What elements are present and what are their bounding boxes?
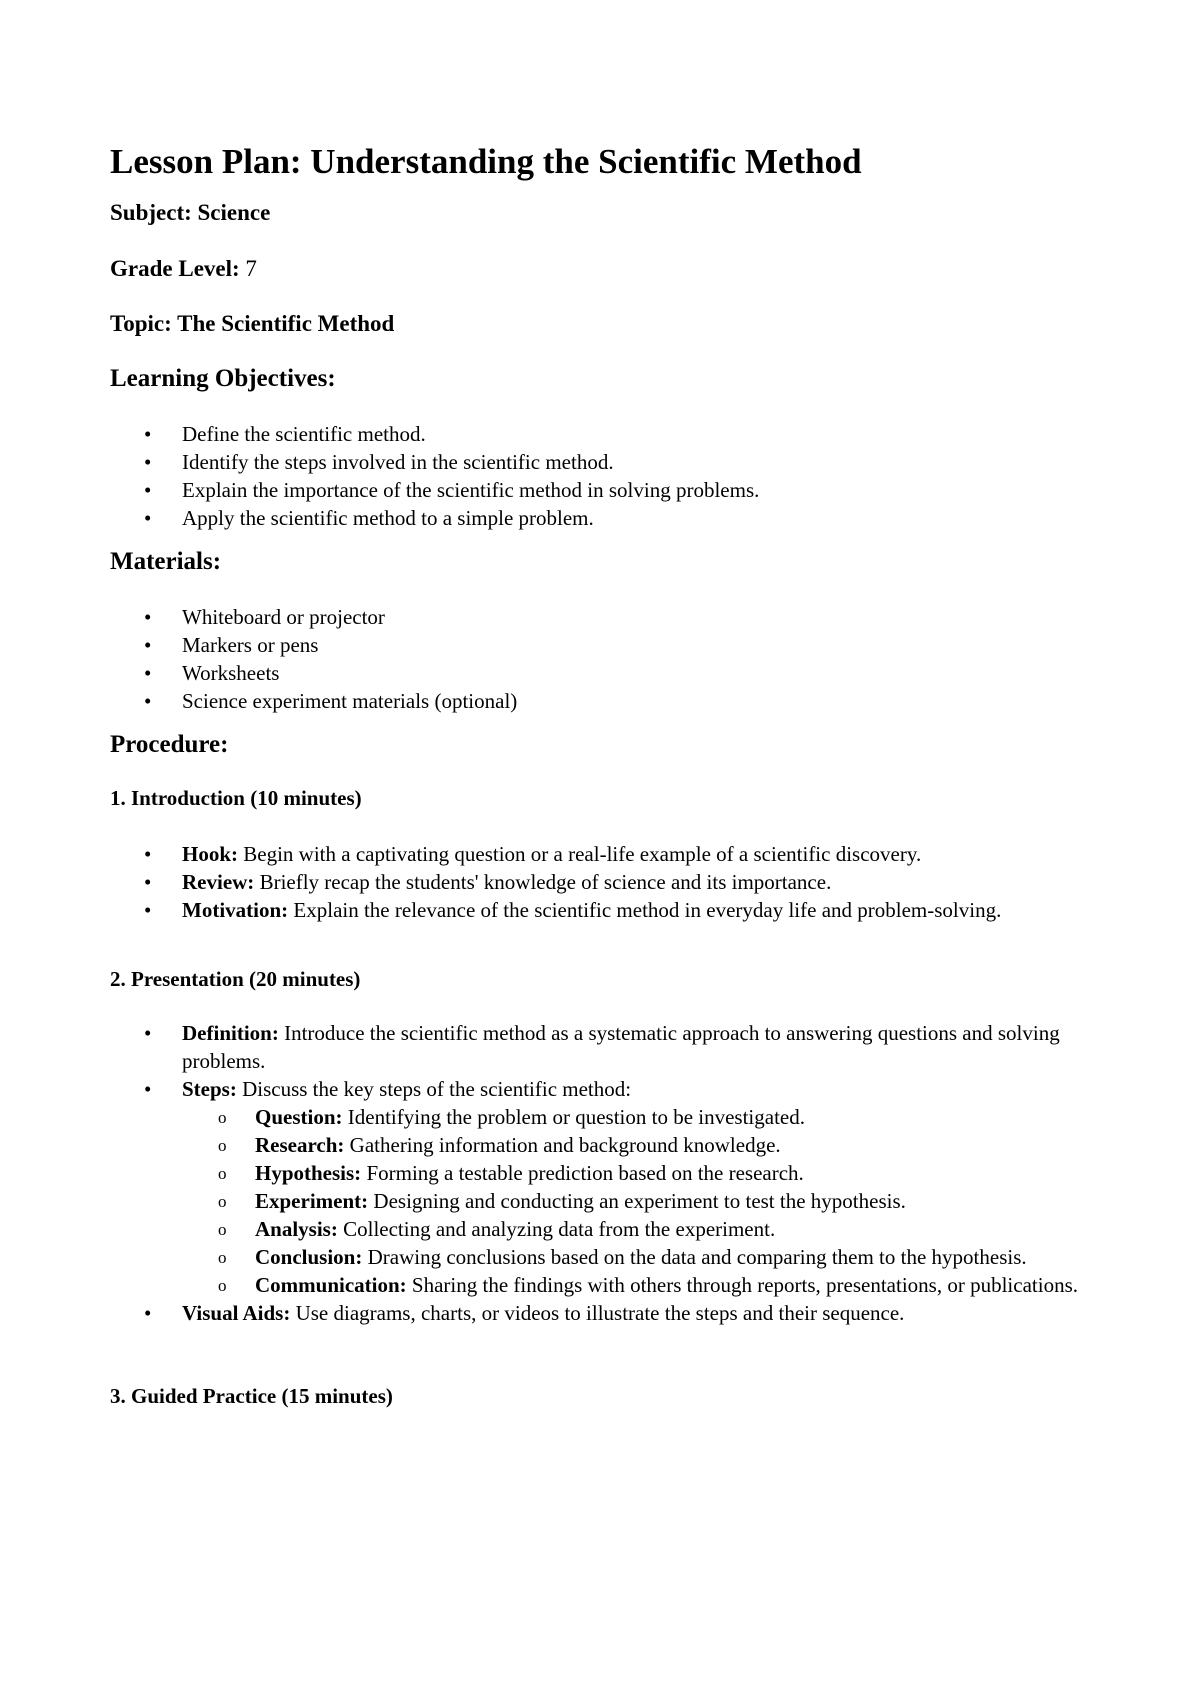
list-item: • Visual Aids: Use diagrams, charts, or videos to illustrate the steps and their sequence. [144,1301,905,1325]
intro-heading: 1. Introduction (10 minutes) [110,786,362,810]
page-title: Lesson Plan: Understanding the Scientific Method [110,142,862,181]
circle-bullet-icon: o [218,1192,227,1211]
presentation-heading: 2. Presentation (20 minutes) [110,967,361,991]
bullet-icon: • [144,661,152,685]
circle-bullet-icon: o [218,1276,227,1295]
list-item: • Define the scientific method. [144,422,426,446]
bullet-icon: • [144,450,152,474]
list-item: o Research: Gathering information and background knowledge. [182,1131,1110,1159]
list-item: o Experiment: Designing and conducting an experiment to test the hypothesis. [182,1187,1110,1215]
bullet-icon: • [144,633,152,657]
materials-list [110,603,1110,715]
circle-bullet-icon: o [218,1248,227,1267]
list-item: o Conclusion: Drawing conclusions based on the data and comparing them to the hypothesis. [182,1243,1110,1271]
bullet-icon: • [144,605,152,629]
list-item: • Markers or pens [144,633,319,657]
subject-label: Subject: Science [110,200,271,225]
subject-line [110,200,270,226]
bullet-icon: • [144,870,152,894]
procedure-heading: Procedure: [110,731,229,758]
objectives-heading: Learning Objectives: [110,365,336,392]
topic-line [110,311,394,337]
circle-bullet-icon: o [218,1220,227,1239]
list-item: • Motivation: Explain the relevance of the scientific method in everyday life and problem-solving. [144,898,1002,922]
list-item: • Review: Briefly recap the students' knowledge of science and its importance. [144,870,832,894]
steps-sublist [182,1103,1110,1299]
bullet-icon: • [144,1301,152,1325]
circle-bullet-icon: o [218,1164,227,1183]
grade-value: 7 [245,256,257,281]
intro-list [110,840,1110,924]
bullet-icon: • [144,506,152,530]
list-item: o Hypothesis: Forming a testable prediction based on the research. [182,1159,1110,1187]
list-item: • Steps: Discuss the key steps of the scientific method: o Question: Identifying the problem or question to be investigated. o Research: Gathering information and background knowledge. o Hypothesis: Forming a testable prediction based on the research. o Experiment: Designing and conducting an experiment to test the hypothesis. o Analysis: Collecting and analyzing data from the experiment. o Conclusion: Drawing conclusions based on the data and comparing them to the hypothesis. o Communication: Sharing the findings with others through reports, presentations, or publications. [110,1075,1110,1299]
presentation-list [110,1019,1110,1327]
bullet-icon: • [144,1021,152,1045]
bullet-icon: • [144,689,152,713]
list-item: • Hook: Begin with a captivating question or a real-life example of a scientific discovery. [144,842,922,866]
list-item: o Communication: Sharing the findings with others through reports, presentations, or publications. [182,1271,1110,1299]
list-item: • Science experiment materials (optional) [144,689,518,713]
list-item: • Identify the steps involved in the scientific method. [144,450,614,474]
list-item: • Explain the importance of the scientific method in solving problems. [144,478,760,502]
bullet-icon: • [144,1077,152,1101]
list-item: o Analysis: Collecting and analyzing data from the experiment. [182,1215,1110,1243]
bullet-icon: • [144,422,152,446]
grade-line [110,256,257,282]
list-item: • Whiteboard or projector [144,605,385,629]
list-item: o Question: Identifying the problem or question to be investigated. [182,1103,1110,1131]
circle-bullet-icon: o [218,1136,227,1155]
bullet-icon: • [144,478,152,502]
guided-practice-heading: 3. Guided Practice (15 minutes) [110,1384,393,1408]
bullet-icon: • [144,842,152,866]
grade-label: Grade Level: [110,256,240,281]
list-item: • Definition: Introduce the scientific method as a systematic approach to answering questions and solving problems. [144,1021,1060,1073]
objectives-list [110,420,1110,532]
bullet-icon: • [144,898,152,922]
materials-heading: Materials: [110,548,222,575]
list-item: • Apply the scientific method to a simple problem. [144,506,594,530]
circle-bullet-icon: o [218,1108,227,1127]
topic-label: Topic: The Scientific Method [110,311,395,336]
list-item: • Worksheets [144,661,280,685]
